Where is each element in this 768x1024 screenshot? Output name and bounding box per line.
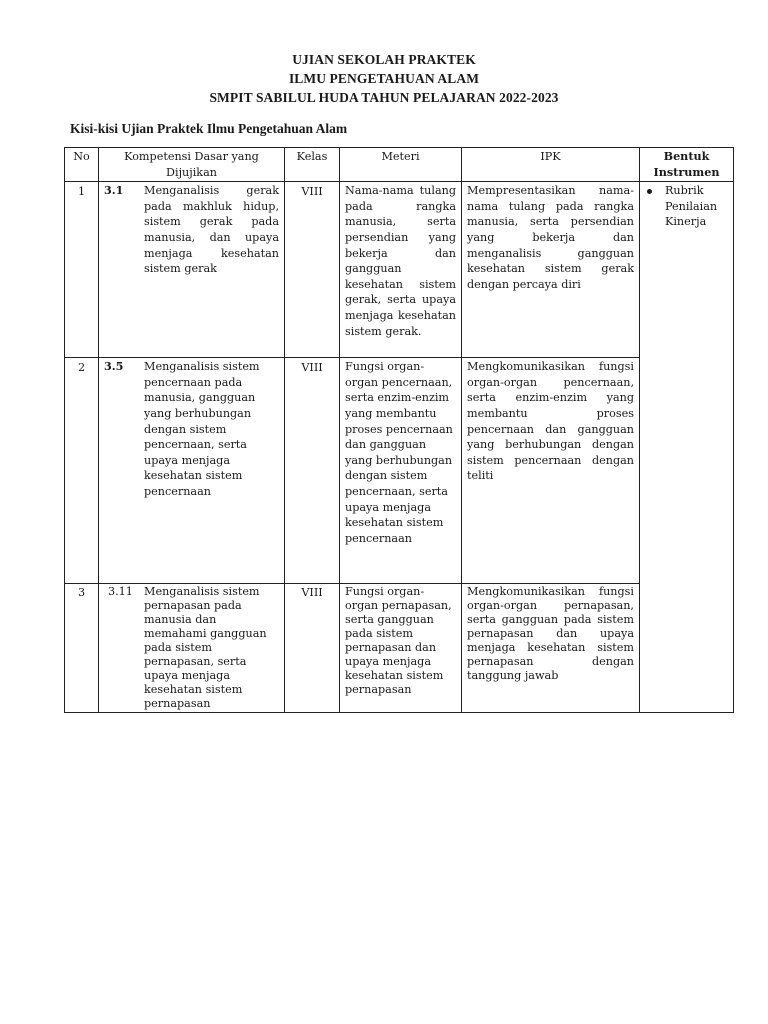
kd-number: 3.5 bbox=[104, 359, 124, 374]
row-kompetensi-dasar bbox=[99, 358, 285, 584]
row-ipk: Mempresentasikan nama-nama tulang pada rangka manusia, serta persendian yang bekerja dan menganalisis gangguan kesehatan sistem gerak dengan percaya diri bbox=[462, 182, 640, 358]
header-kompetensi-dasar: Kompetensi Dasar yang Dijujikan bbox=[99, 148, 285, 182]
doc-subtitle: Kisi-kisi Ujian Praktek Ilmu Pengetahuan Alam bbox=[70, 121, 348, 136]
header-no: No bbox=[65, 148, 99, 182]
kd-number: 3.1 bbox=[104, 183, 124, 198]
row-kompetensi-dasar bbox=[99, 584, 285, 713]
row-no: 3 bbox=[65, 584, 99, 713]
row-kompetensi-dasar bbox=[99, 182, 285, 358]
bentuk-instrumen-text: Rubrik Penilaian Kinerja bbox=[665, 184, 718, 229]
doc-title-line-2: ILMU PENGETAHUAN ALAM bbox=[288, 71, 480, 86]
row-materi: Fungsi organ-organ pencernaan, serta enzim-enzim yang membantu proses pencernaan dan gangguan yang berhubungan dengan sistem pencernaan, serta upaya menjaga kesehatan sistem pencernaan bbox=[340, 358, 462, 584]
row-kelas: VIII bbox=[285, 358, 340, 584]
row-materi: Fungsi organ-organ pernapasan, serta gangguan pada sistem pernapasan dan upaya menjaga kesehatan sistem pernapasan bbox=[340, 584, 462, 713]
row-ipk: Mengkomunikasikan fungsi organ-organ pernapasan, serta gangguan pada sistem pernapasan dan upaya menjaga kesehatan sistem pernapasan dengan tanggung jawab bbox=[462, 584, 640, 713]
kd-number: 3.11 bbox=[108, 585, 133, 599]
bullet-icon bbox=[645, 183, 665, 230]
row-bentuk-instrumen bbox=[640, 182, 734, 713]
table-row bbox=[65, 358, 734, 584]
header-bentuk-instrumen: Bentuk Instrumen bbox=[640, 148, 734, 182]
row-materi: Nama-nama tulang pada rangka manusia, serta persendian yang bekerja dan gangguan kesehatan sistem gerak, serta upaya menjaga kesehatan sistem gerak. bbox=[340, 182, 462, 358]
table-header-row bbox=[65, 148, 734, 182]
row-no: 2 bbox=[65, 358, 99, 584]
doc-title-line-1: UJIAN SEKOLAH PRAKTEK bbox=[292, 52, 476, 67]
table-row bbox=[65, 182, 734, 358]
header-kelas: Kelas bbox=[285, 148, 340, 182]
header-materi: Meteri bbox=[340, 148, 462, 182]
row-kelas: VIII bbox=[285, 182, 340, 358]
row-ipk: Mengkomunikasikan fungsi organ-organ pencernaan, serta enzim-enzim yang membantu proses pencernaan dan gangguan yang berhubungan dengan sistem pencernaan dengan teliti bbox=[462, 358, 640, 584]
doc-title-line-3: SMPIT SABILUL HUDA TAHUN PELAJARAN 2022-2023 bbox=[209, 90, 559, 105]
row-kelas: VIII bbox=[285, 584, 340, 713]
header-ipk: IPK bbox=[462, 148, 640, 182]
kd-text: Menganalisis sistem pernapasan pada manusia dan memahami gangguan pada sistem pernapasan, serta upaya menjaga kesehatan sistem pernapasan bbox=[144, 585, 267, 711]
kisi-kisi-table bbox=[64, 147, 734, 713]
kd-text: Menganalisis sistem pencernaan pada manusia, gangguan yang berhubungan dengan sistem pencernaan, serta upaya menjaga kesehatan sistem pencernaan bbox=[144, 360, 260, 498]
kd-text: Menganalisis gerak pada makhluk hidup, sistem gerak pada manusia, dan upaya menjaga kesehatan sistem gerak bbox=[144, 184, 279, 276]
row-no: 1 bbox=[65, 182, 99, 358]
table-row bbox=[65, 584, 734, 713]
